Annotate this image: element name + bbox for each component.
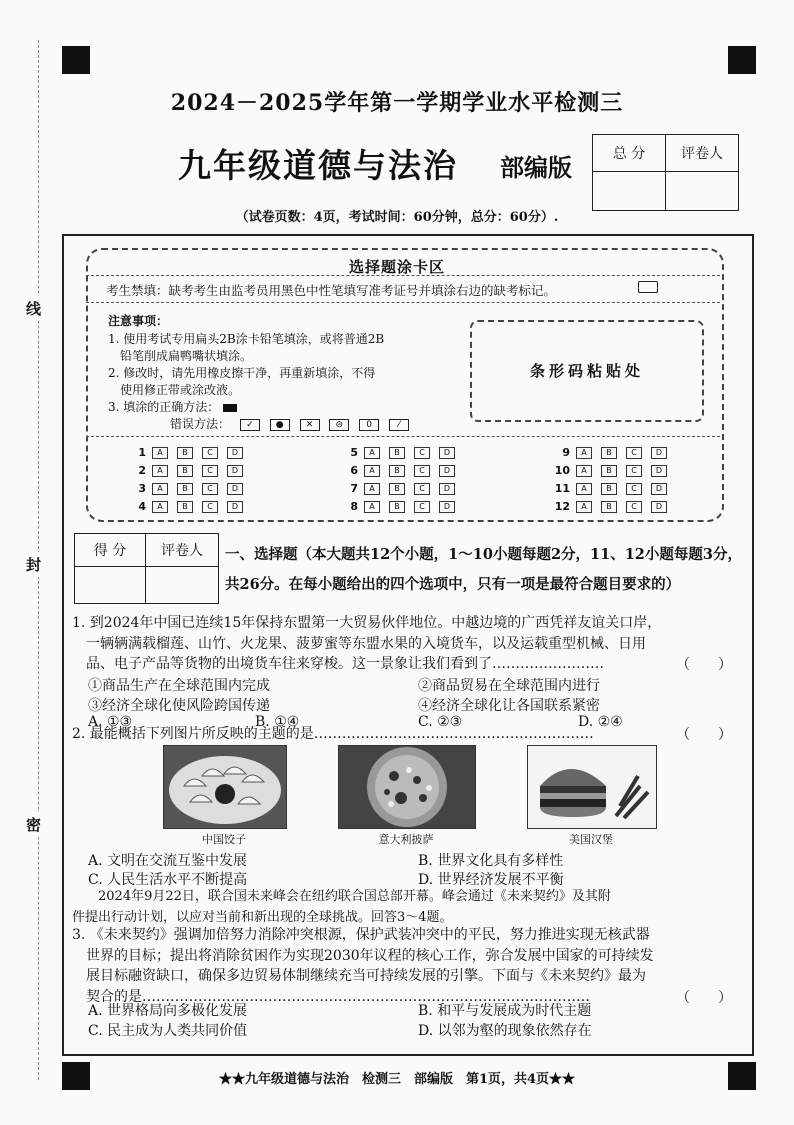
seal-label-mi: 密	[26, 812, 41, 837]
question-number: 12	[554, 500, 570, 513]
answer-bubble-b[interactable]: B	[177, 483, 193, 495]
answer-bubble-c[interactable]: C	[626, 483, 642, 495]
answer-bubble-d[interactable]: D	[439, 447, 455, 459]
wrong-mark-line: ⊖	[329, 419, 349, 431]
answer-bubble-row	[554, 446, 676, 459]
notes-title: 注意事项：	[108, 314, 169, 328]
registration-mark-top-left	[62, 46, 90, 74]
answer-bubble-d[interactable]: D	[227, 465, 243, 477]
answer-bubble-a[interactable]: A	[364, 447, 380, 459]
card-divider-top	[86, 275, 720, 276]
exam-info: （试卷页数：4页，考试时间：60分钟，总分：60分）.	[235, 210, 559, 225]
answer-bubble-c[interactable]: C	[202, 483, 218, 495]
answer-bubble-b[interactable]: B	[177, 447, 193, 459]
answer-bubble-c[interactable]: C	[626, 501, 642, 513]
answer-bubble-d[interactable]: D	[227, 447, 243, 459]
wrong-mark-dot: ●	[270, 419, 290, 431]
answer-bubble-a[interactable]: A	[152, 447, 168, 459]
statement-2: ②商品贸易在全球范围内进行	[418, 678, 600, 694]
question-number: 3	[138, 482, 146, 495]
answer-bubble-d[interactable]: D	[439, 501, 455, 513]
statement-4: ④经济全球化让各国联系紧密	[418, 698, 600, 714]
answer-bracket: （ ）	[676, 727, 732, 743]
choice-a: A. 世界格局向多极化发展	[88, 1003, 248, 1019]
card-divider-mid	[86, 302, 720, 303]
answer-bubble-d[interactable]: D	[439, 465, 455, 477]
question-number: 9	[562, 446, 570, 459]
wrong-mark-circle: 0	[359, 419, 379, 431]
answer-bubble-a[interactable]: A	[364, 483, 380, 495]
answer-bubble-row	[342, 482, 464, 495]
photo-caption: 美国汉堡	[569, 833, 613, 846]
card-divider-bottom	[86, 436, 720, 437]
answer-bubble-b[interactable]: B	[389, 447, 405, 459]
statement-3: ③经济全球化使风险跨国传递	[88, 698, 270, 714]
choice-c: C. 民主成为人类共同价值	[88, 1023, 248, 1039]
answer-bubble-d[interactable]: D	[227, 501, 243, 513]
choice-a: A. 文明在交流互鉴中发展	[88, 853, 248, 869]
answer-bubble-row	[130, 500, 252, 513]
edition-label: 部编版	[500, 153, 572, 182]
barcode-area: 条形码粘贴处	[470, 320, 704, 422]
answer-bubble-d[interactable]: D	[651, 501, 667, 513]
choice-b: B. 和平与发展成为时代主题	[418, 1003, 592, 1019]
choice-d: D. ②④	[578, 714, 623, 730]
note-line: 1. 使用考试专用扁头2B涂卡铅笔填涂，或将普通2B	[108, 332, 385, 346]
answer-bubble-c[interactable]: C	[202, 465, 218, 477]
answer-bubble-a[interactable]: A	[576, 501, 592, 513]
answer-bubble-b[interactable]: B	[389, 501, 405, 513]
answer-bubble-row	[342, 464, 464, 477]
answer-bubble-c[interactable]: C	[414, 447, 430, 459]
correct-fill-sample	[223, 404, 237, 412]
answer-bubble-row	[342, 446, 464, 459]
photo-caption: 中国饺子	[202, 833, 246, 846]
grader-cell[interactable]	[666, 172, 739, 211]
answer-bubble-row	[130, 464, 252, 477]
photo-caption: 意大利披萨	[378, 833, 434, 846]
answer-bubble-c[interactable]: C	[414, 465, 430, 477]
choice-d: D. 世界经济发展不平衡	[418, 872, 564, 888]
reading-passage	[72, 887, 752, 928]
answer-bubble-c[interactable]: C	[202, 447, 218, 459]
answer-bracket: （ ）	[676, 990, 732, 1006]
section-score-label: 得 分	[75, 534, 146, 567]
answer-bubble-c[interactable]: C	[626, 447, 642, 459]
hamburger-photo	[527, 745, 657, 829]
passage-line: 件提出行动计划，以应对当前和新出现的全球挑战。回答3～4题。	[72, 909, 453, 925]
exam-title: 2024－2025学年第一学期学业水平检测三	[170, 90, 624, 116]
answer-bubble-d[interactable]: D	[651, 447, 667, 459]
question-2: 2. 最能概括下列图片所反映的主题的是……………………………………………………	[72, 726, 594, 742]
question-number: 11	[554, 482, 570, 495]
section-score-table	[74, 533, 219, 604]
question-number: 1	[138, 446, 146, 459]
choice-d: D. 以邻为壑的现象依然存在	[418, 1023, 592, 1039]
wrong-mark-slash: ⁄	[389, 419, 409, 431]
answer-bubble-a[interactable]: A	[152, 483, 168, 495]
question-line: 一辆辆满载榴莲、山竹、火龙果、菠萝蜜等东盟水果的入境货车，以及运载重型机械、日用	[72, 635, 646, 652]
question-line: 契合的是……………………………………………………………………………………	[72, 988, 590, 1005]
question-line: 3. 《未来契约》强调加倍努力消除冲突根源，保护武装冲突中的平民，努力推进实现无核武器	[72, 927, 650, 943]
total-score-box	[592, 134, 739, 211]
choice-b: B. ①④	[255, 714, 300, 730]
question-line: 世界的目标；提出将消除贫困作为实现2030年议程的核心工作，弥合发展中国家的可持续发	[72, 947, 654, 964]
answer-bubble-c[interactable]: C	[202, 501, 218, 513]
answer-bubble-c[interactable]: C	[414, 483, 430, 495]
answer-bubble-b[interactable]: B	[177, 501, 193, 513]
question-number: 8	[350, 500, 358, 513]
absent-warning: 考生禁填：缺考考生由监考员用黑色中性笔填写准考证号并填涂右边的缺考标记。	[106, 283, 557, 298]
wrong-method	[170, 415, 409, 432]
page-footer: ★★九年级道德与法治 检测三 部编版 第1页，共4页★★	[218, 1072, 576, 1087]
answer-bracket: （ ）	[676, 657, 732, 673]
passage-line: 2024年9月22日，联合国未来峰会在纽约联合国总部开幕。峰会通过《未来契约》及其附	[72, 889, 611, 904]
answer-bubble-row	[554, 500, 676, 513]
answer-bubble-row	[130, 446, 252, 459]
answer-bubble-a[interactable]: A	[364, 465, 380, 477]
question-number: 6	[350, 464, 358, 477]
choice-b: B. 世界文化具有多样性	[418, 853, 564, 869]
question-number: 5	[350, 446, 358, 459]
subject-title: 九年级道德与法治	[178, 146, 458, 185]
section-score-cell[interactable]	[75, 567, 146, 604]
answer-bubble-a[interactable]: A	[576, 447, 592, 459]
grader-label: 评卷人	[666, 135, 739, 172]
answer-card-title: 选择题涂卡区	[348, 258, 445, 276]
correct-method	[108, 398, 237, 415]
wrong-mark-cross: ✕	[300, 419, 320, 431]
total-score-cell[interactable]	[593, 172, 666, 211]
answer-bubble-d[interactable]: D	[227, 483, 243, 495]
answer-bubble-d[interactable]: D	[651, 465, 667, 477]
absent-mark-box[interactable]	[638, 281, 658, 293]
answer-bubble-d[interactable]: D	[439, 483, 455, 495]
question-number: 4	[138, 500, 146, 513]
wrong-mark-check: ✓	[240, 419, 260, 431]
question-line: 1. 到2024年中国已连续15年保持东盟第一大贸易伙伴地位。中越边境的广西凭祥友谊关口岸，	[72, 615, 662, 631]
section-grader-cell[interactable]	[146, 567, 219, 604]
choice-a: A. ①③	[88, 714, 133, 730]
section-heading-line: 共26分。在每小题给出的四个选项中，只有一项是最符合题目要求的）	[225, 576, 681, 593]
correct-method-label: 3. 填涂的正确方法：	[108, 400, 220, 414]
answer-bubble-a[interactable]: A	[364, 501, 380, 513]
note-line: 铅笔削成扁鸭嘴状填涂。	[108, 349, 253, 363]
answer-bubble-a[interactable]: A	[576, 483, 592, 495]
total-score-label: 总 分	[593, 135, 666, 172]
seal-label-xian: 线	[26, 296, 41, 321]
registration-mark-top-right	[728, 46, 756, 74]
answer-bubble-c[interactable]: C	[626, 465, 642, 477]
dumplings-photo	[163, 745, 287, 829]
answer-bubble-row	[130, 482, 252, 495]
note-line: 使用修正带或涂改液。	[108, 383, 241, 397]
statement-1: ①商品生产在全球范围内完成	[88, 678, 270, 694]
pizza-photo	[338, 745, 476, 829]
answer-bubble-a[interactable]: A	[152, 501, 168, 513]
answer-bubble-b[interactable]: B	[389, 465, 405, 477]
answer-bubble-row	[342, 500, 464, 513]
question-line: 展目标融资缺口，确保多边贸易体制继续充当可持续发展的引擎。下面与《未来契约》最为	[72, 968, 646, 984]
answer-bubble-a[interactable]: A	[576, 465, 592, 477]
choice-c: C. ②③	[418, 714, 463, 730]
answer-bubble-d[interactable]: D	[651, 483, 667, 495]
question-number: 2	[138, 464, 146, 477]
question-1	[72, 613, 752, 675]
question-3	[72, 925, 752, 1007]
answer-bubble-b[interactable]: B	[601, 483, 617, 495]
section-grader-label: 评卷人	[146, 534, 219, 567]
note-line: 2. 修改时，请先用橡皮擦干净，再重新填涂，不得	[108, 366, 376, 380]
answer-bubble-a[interactable]: A	[152, 465, 168, 477]
answer-bubble-c[interactable]: C	[414, 501, 430, 513]
answer-bubble-b[interactable]: B	[601, 501, 617, 513]
question-line: 品、电子产品等货物的出境货车往来穿梭。这一景象让我们看到了……………………	[72, 656, 604, 672]
answer-bubble-b[interactable]: B	[389, 483, 405, 495]
wrong-method-label: 错误方法：	[170, 417, 231, 431]
question-number: 10	[554, 464, 570, 477]
answer-bubble-b[interactable]: B	[601, 447, 617, 459]
question-number: 7	[350, 482, 358, 495]
choice-c: C. 人民生活水平不断提高	[88, 872, 248, 888]
seal-label-feng: 封	[26, 552, 41, 577]
section-heading-line: 一、选择题（本大题共12个小题，1～10小题每题2分，11、12小题每题3分，	[225, 546, 742, 563]
section-heading	[225, 540, 750, 600]
answer-bubble-b[interactable]: B	[177, 465, 193, 477]
answer-bubble-row	[554, 482, 676, 495]
answer-bubble-row	[554, 464, 676, 477]
answer-bubble-b[interactable]: B	[601, 465, 617, 477]
